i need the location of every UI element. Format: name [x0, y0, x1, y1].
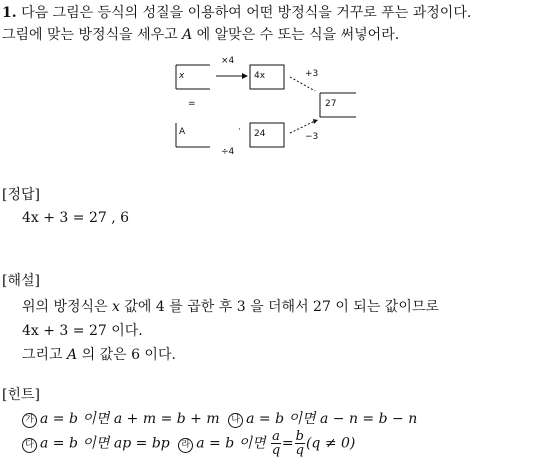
explanation-line-1: 위의 방정식은 x 값에 4 를 곱한 후 3 을 더해서 27 이 되는 값이므로 [22, 299, 439, 315]
circled-na-icon: 나 [228, 413, 243, 428]
hint-row-2: 다 a = b 이면 ap = bp 라 a = b 이면 $\frac{a}{q}$ = $\frac{b}{q}$ (q ≠ 0) [22, 430, 355, 457]
box-24-label: 24 [254, 129, 266, 139]
circled-da-icon: 다 [22, 438, 37, 453]
op-times-label: ×4 [221, 56, 235, 66]
fraction-b-over-q: $\frac{b}{q}$ [295, 429, 304, 458]
op-plus-label: +3 [305, 69, 319, 79]
circled-ra-icon: 라 [178, 438, 193, 453]
box-4x-label: 4x [254, 71, 266, 81]
hint-row-1: 가 a = b 이면 a + m = b + m 나 a = b 이면 a − n = b − n [22, 408, 417, 428]
op-minus-label: −3 [305, 132, 319, 142]
answer-text: 4x + 3 = 27 , 6 [22, 210, 130, 226]
question-number: 1. [2, 5, 17, 21]
explanation-line-2: 4x + 3 = 27 이다. [22, 323, 143, 339]
explanation-label: [해설] [2, 273, 40, 289]
fraction-a-over-q: $\frac{a}{q}$ [271, 429, 281, 458]
question-text-1: 다음 그림은 등식의 성질을 이용하여 어떤 방정식을 거꾸로 푸는 과정이다. [21, 5, 472, 21]
equals-sign: = [188, 99, 196, 109]
box-a-label: A [179, 127, 186, 137]
explanation-line-3: 그리고 A 의 값은 6 이다. [22, 347, 176, 363]
box-27-label: 27 [325, 99, 337, 109]
op-div-label: ÷4 [221, 147, 235, 157]
circled-ga-icon: 가 [22, 413, 37, 428]
diagram [170, 55, 370, 165]
question-line-1 [2, 2, 471, 22]
dot-mark: · [238, 125, 241, 135]
diagram-lines [170, 55, 370, 165]
hint-label: [힌트] [2, 387, 40, 403]
answer-label: [정답] [2, 187, 40, 203]
box-x-label: x [179, 71, 185, 81]
question-line-2: 그림에 맞는 방정식을 세우고 A 에 알맞은 수 또는 식을 써넣어라. [2, 27, 400, 43]
